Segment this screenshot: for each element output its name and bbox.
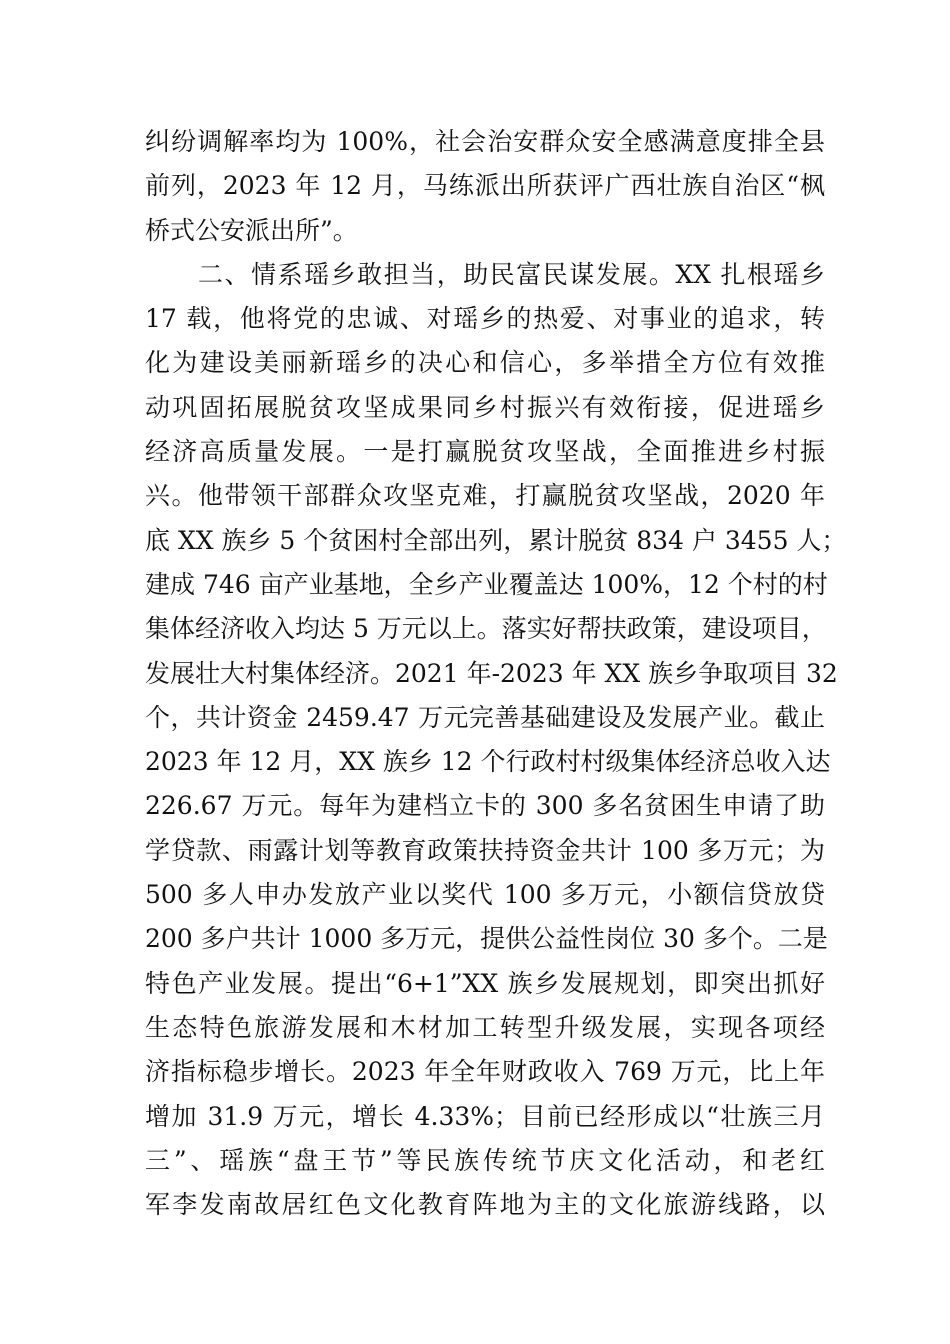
- text-line: 桥式公安派出所”。: [145, 215, 358, 245]
- text-line: 底 XX 族乡 5 个贫困村全部出列，累计脱贫 834 户 3455 人；: [145, 525, 847, 555]
- text-line: 500 多人申办发放产业以奖代 100 多万元，小额信贷放贷: [145, 880, 825, 910]
- text-line: 生态特色旅游发展和木材加工转型升级发展，实现各项经: [145, 1012, 825, 1042]
- text-line: 个，共计资金 2459.47 万元完善基础建设及发展产业。截止: [145, 702, 825, 732]
- text-line: 军李发南故居红色文化教育阵地为主的文化旅游线路，以: [145, 1190, 825, 1220]
- body-text: [145, 120, 847, 1227]
- text-line: 动巩固拓展脱贫攻坚成果同乡村振兴有效衔接，促进瑶乡: [145, 392, 825, 422]
- text-line: 建成 746 亩产业基地，全乡产业覆盖达 100%，12 个村的村: [145, 569, 828, 599]
- text-line: 纠纷调解率均为 100%，社会治安群众安全感满意度排全县: [145, 127, 825, 156]
- text-line: 200 多户共计 1000 多万元，提供公益性岗位 30 多个。二是: [145, 924, 828, 954]
- text-line: 增加 31.9 万元，增长 4.33%；目前已经形成以“壮族三月: [145, 1101, 825, 1131]
- text-line: 2023 年 12 月，XX 族乡 12 个行政村村级集体经济总收入达: [145, 747, 831, 777]
- text-line: 17 载，他将党的忠诚、对瑶乡的热爱、对事业的追求，转: [145, 304, 825, 334]
- text-line: 三”、瑶族“盘王节”等民族传统节庆文化活动，和老红: [145, 1145, 825, 1175]
- text-line: 学贷款、雨露计划等教育政策扶持资金共计 100 多万元；为: [145, 835, 825, 865]
- text-line: 二、情系瑶乡敢担当，助民富民谋发展。XX 扎根瑶乡: [145, 259, 825, 289]
- text-line: 集体经济收入均达 5 万元以上。落实好帮扶政策，建设项目，: [145, 614, 827, 644]
- text-line: 经济高质量发展。一是打赢脱贫攻坚战，全面推进乡村振: [145, 437, 825, 467]
- text-line: 前列，2023 年 12 月，马练派出所获评广西壮族自治区“枫: [145, 171, 825, 201]
- text-line: 发展壮大村集体经济。2021 年-2023 年 XX 族乡争取项目 32: [145, 658, 838, 688]
- text-line: 济指标稳步增长。2023 年全年财政收入 769 万元，比上年: [145, 1057, 825, 1087]
- text-line: 兴。他带领干部群众攻坚克难，打赢脱贫攻坚战，2020 年: [145, 481, 825, 511]
- text-line: 226.67 万元。每年为建档立卡的 300 多名贫困生申请了助: [145, 791, 825, 821]
- text-line: 化为建设美丽新瑶乡的决心和信心，多举措全方位有效推: [145, 348, 825, 378]
- text-line: 特色产业发展。提出“6+1”XX 族乡发展规划，即突出抓好: [145, 968, 825, 998]
